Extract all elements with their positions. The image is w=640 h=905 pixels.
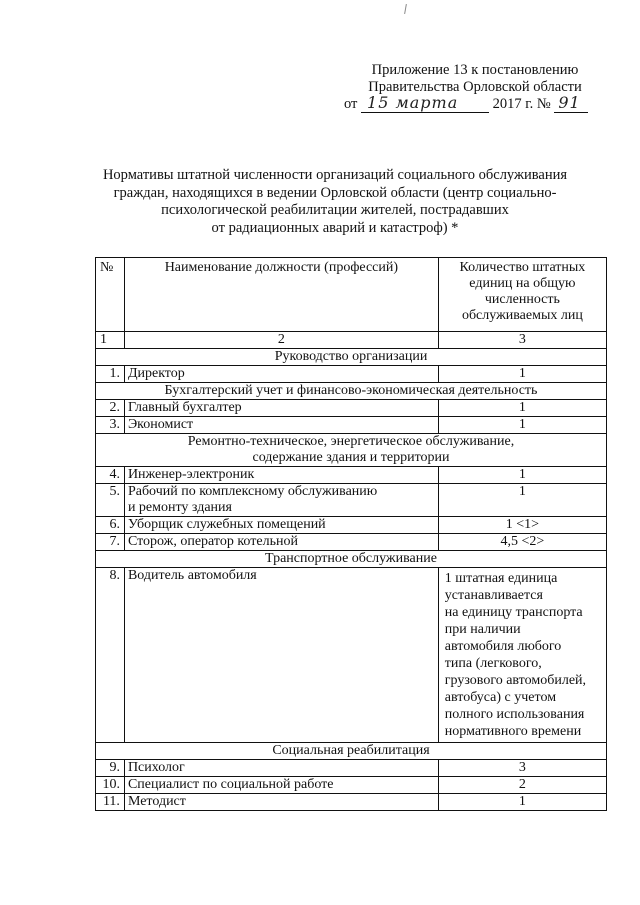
row-num: 8. <box>96 568 125 743</box>
row-qty: 1 <1> <box>438 517 606 534</box>
table-row <box>96 568 607 743</box>
document-title <box>60 167 610 237</box>
row-name-line: и ремонту здания <box>127 500 232 515</box>
table-row <box>96 517 607 534</box>
number-field <box>554 93 588 113</box>
row-name: Уборщик служебных помещений <box>124 517 438 534</box>
row-qty-note <box>438 568 606 743</box>
row-num: 1. <box>96 366 125 383</box>
column-number-row <box>96 332 607 349</box>
row-num: 2. <box>96 400 125 417</box>
handwritten-date: 15 марта <box>367 93 459 112</box>
row-qty: 3 <box>438 760 606 777</box>
row-qty: 1 <box>438 417 606 434</box>
table-row <box>96 777 607 794</box>
section-row <box>96 551 607 568</box>
year-text: 2017 г. № <box>492 96 551 112</box>
appendix-date-row <box>340 93 610 113</box>
row-num: 5. <box>96 484 125 517</box>
note-line: устанавливается <box>444 588 543 603</box>
scan-mark <box>404 4 407 14</box>
header-num: № <box>96 258 125 332</box>
section-title: Бухгалтерский учет и финансово-экономическая деятельность <box>96 383 607 400</box>
section-title <box>96 434 607 467</box>
row-qty: 1 <box>438 366 606 383</box>
row-num: 6. <box>96 517 125 534</box>
row-qty: 1 <box>438 484 606 517</box>
row-num: 10. <box>96 777 125 794</box>
row-name: Инженер-электроник <box>124 467 438 484</box>
section-row <box>96 383 607 400</box>
row-name: Сторож, оператор котельной <box>124 534 438 551</box>
table-row <box>96 794 607 811</box>
table-row <box>96 467 607 484</box>
appendix-block <box>340 62 610 113</box>
table-row <box>96 366 607 383</box>
table-row <box>96 534 607 551</box>
col-number: 3 <box>438 332 606 349</box>
row-num: 9. <box>96 760 125 777</box>
note-line: на единицу транспорта <box>444 605 583 620</box>
row-num: 3. <box>96 417 125 434</box>
header-name: Наименование должности (профессий) <box>124 258 438 332</box>
row-name <box>124 484 438 517</box>
section-row <box>96 743 607 760</box>
section-row <box>96 434 607 467</box>
handwritten-number: 91 <box>558 93 581 112</box>
row-num: 11. <box>96 794 125 811</box>
section-title: Социальная реабилитация <box>96 743 607 760</box>
col-number: 2 <box>124 332 438 349</box>
row-qty: 4,5 <2> <box>438 534 606 551</box>
row-num: 4. <box>96 467 125 484</box>
note-line: автобуса) с учетом <box>444 690 557 705</box>
table-row <box>96 417 607 434</box>
table-row <box>96 484 607 517</box>
row-name: Экономист <box>124 417 438 434</box>
col-number: 1 <box>96 332 125 349</box>
header-qty-line: единиц на общую <box>469 276 576 291</box>
header-qty <box>438 258 606 332</box>
section-title: Руководство организации <box>96 349 607 366</box>
row-name: Главный бухгалтер <box>124 400 438 417</box>
table-row <box>96 760 607 777</box>
row-qty: 1 <box>438 467 606 484</box>
table-header-row <box>96 258 607 332</box>
header-qty-line: численность <box>484 292 560 307</box>
row-name: Специалист по социальной работе <box>124 777 438 794</box>
row-name: Водитель автомобиля <box>124 568 438 743</box>
staffing-table <box>95 257 607 811</box>
note-line: 1 штатная единица <box>444 571 558 586</box>
row-num: 7. <box>96 534 125 551</box>
appendix-line-1: Приложение 13 к постановлению <box>371 62 579 78</box>
row-name: Директор <box>124 366 438 383</box>
section-title-line: содержание здания и территории <box>252 450 450 465</box>
note-line: нормативного времени <box>444 724 582 739</box>
section-row <box>96 349 607 366</box>
row-qty: 1 <box>438 400 606 417</box>
note-line: полного использования <box>444 707 585 722</box>
title-line-3: психологической реабилитации жителей, пострадавших <box>161 202 509 218</box>
appendix-line-2: Правительства Орловской области <box>368 79 582 95</box>
note-line: типа (легкового, <box>444 656 542 671</box>
header-qty-line: Количество штатных <box>459 260 586 275</box>
section-title-line: Ремонтно-техническое, энергетическое обслуживание, <box>187 434 515 449</box>
row-name-line: Рабочий по комплексному обслуживанию <box>127 484 378 499</box>
table-row <box>96 400 607 417</box>
note-line: при наличии <box>444 622 521 637</box>
date-field <box>361 93 489 113</box>
title-line-1: Нормативы штатной численности организаций социального обслуживания <box>102 167 568 183</box>
title-line-4: от радиационных аварий и катастроф) * <box>211 219 459 236</box>
row-name: Психолог <box>124 760 438 777</box>
title-line-2: граждан, находящихся в ведении Орловской области (центр социально- <box>113 184 557 201</box>
header-qty-line: обслуживаемых лиц <box>461 308 583 323</box>
from-label: от <box>344 96 358 112</box>
section-title: Транспортное обслуживание <box>96 551 607 568</box>
note-line: автомобиля любого <box>444 639 562 654</box>
row-qty: 1 <box>438 794 606 811</box>
note-line: грузового автомобилей, <box>444 673 587 688</box>
row-qty: 2 <box>438 777 606 794</box>
row-name: Методист <box>124 794 438 811</box>
